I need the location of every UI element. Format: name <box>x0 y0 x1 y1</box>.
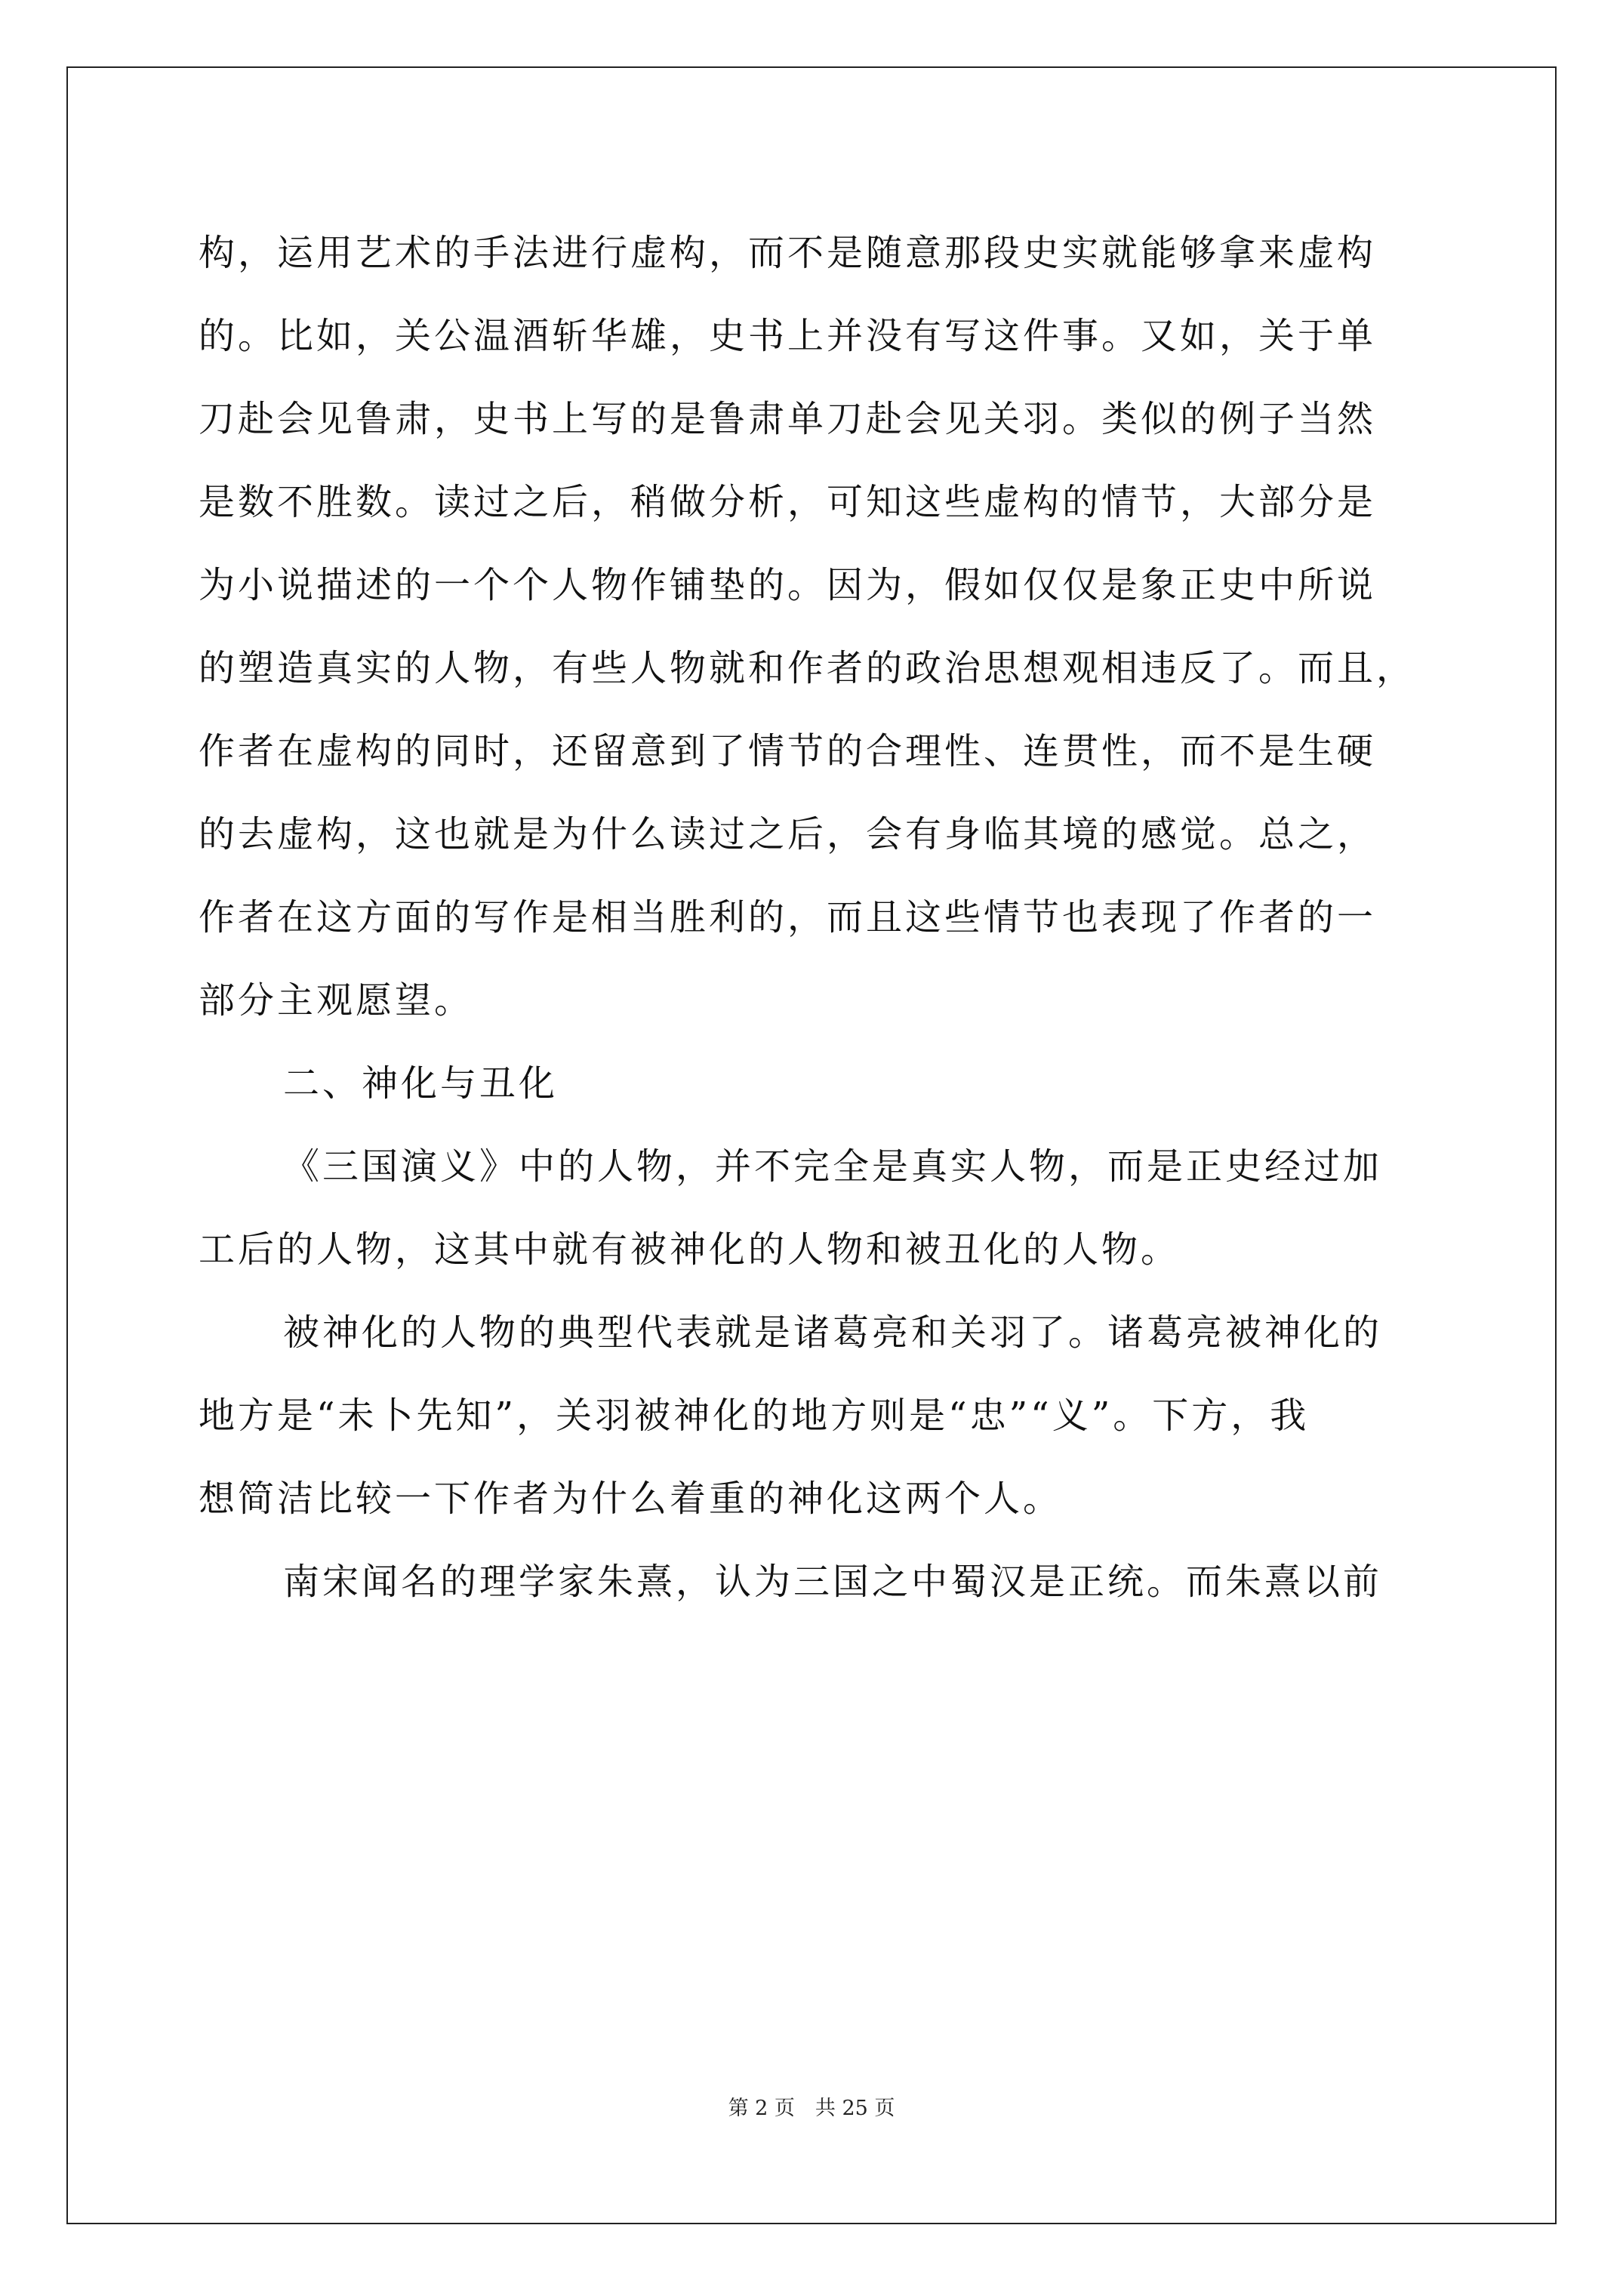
page-number-footer: 第 2 页 共 25 页 <box>728 2097 895 2120</box>
text-line: 部分主观愿望。 <box>199 979 474 1022</box>
text-line: 为小说描述的一个个人物作铺垫的。因为，假如仅仅是象正史中所说 <box>199 564 1377 606</box>
text-line: 构，运用艺术的手法进行虚构，而不是随意那段史实就能够拿来虚构 <box>199 232 1377 274</box>
text-line: 的去虚构，这也就是为什么读过之后，会有身临其境的感觉。总之， <box>199 813 1377 855</box>
text-line: 《三国演义》中的人物，并不完全是真实人物，而是正史经过加 <box>283 1145 1383 1188</box>
text-line: 的塑造真实的人物，有些人物就和作者的政治思想观相违反了。而且， <box>199 647 1416 689</box>
text-line: 的。比如，关公温酒斩华雄，史书上并没有写这件事。又如，关于单 <box>199 315 1377 357</box>
text-line: 想简洁比较一下作者为什么着重的神化这两个人。 <box>199 1478 1063 1520</box>
text-line: 作者在这方面的写作是相当胜利的，而且这些情节也表现了作者的一 <box>199 896 1377 938</box>
text-line: 南宋闻名的理学家朱熹，认为三国之中蜀汉是正统。而朱熹以前 <box>283 1561 1383 1603</box>
text-line: 工后的人物，这其中就有被神化的人物和被丑化的人物。 <box>199 1228 1181 1271</box>
text-line: 作者在虚构的同时，还留意到了情节的合理性、连贯性，而不是生硬 <box>199 730 1377 772</box>
text-line: 刀赴会见鲁肃，史书上写的是鲁肃单刀赴会见关羽。类似的例子当然 <box>199 398 1377 440</box>
text-line: 被神化的人物的典型代表就是诸葛亮和关羽了。诸葛亮被神化的 <box>283 1311 1383 1354</box>
text-line: 地方是“未卜先知”，关羽被神化的地方则是“忠”“义”。下方，我 <box>199 1395 1310 1437</box>
section-heading: 二、神化与丑化 <box>283 1062 559 1105</box>
text-line: 是数不胜数。读过之后，稍做分析，可知这些虚构的情节，大部分是 <box>199 481 1377 523</box>
